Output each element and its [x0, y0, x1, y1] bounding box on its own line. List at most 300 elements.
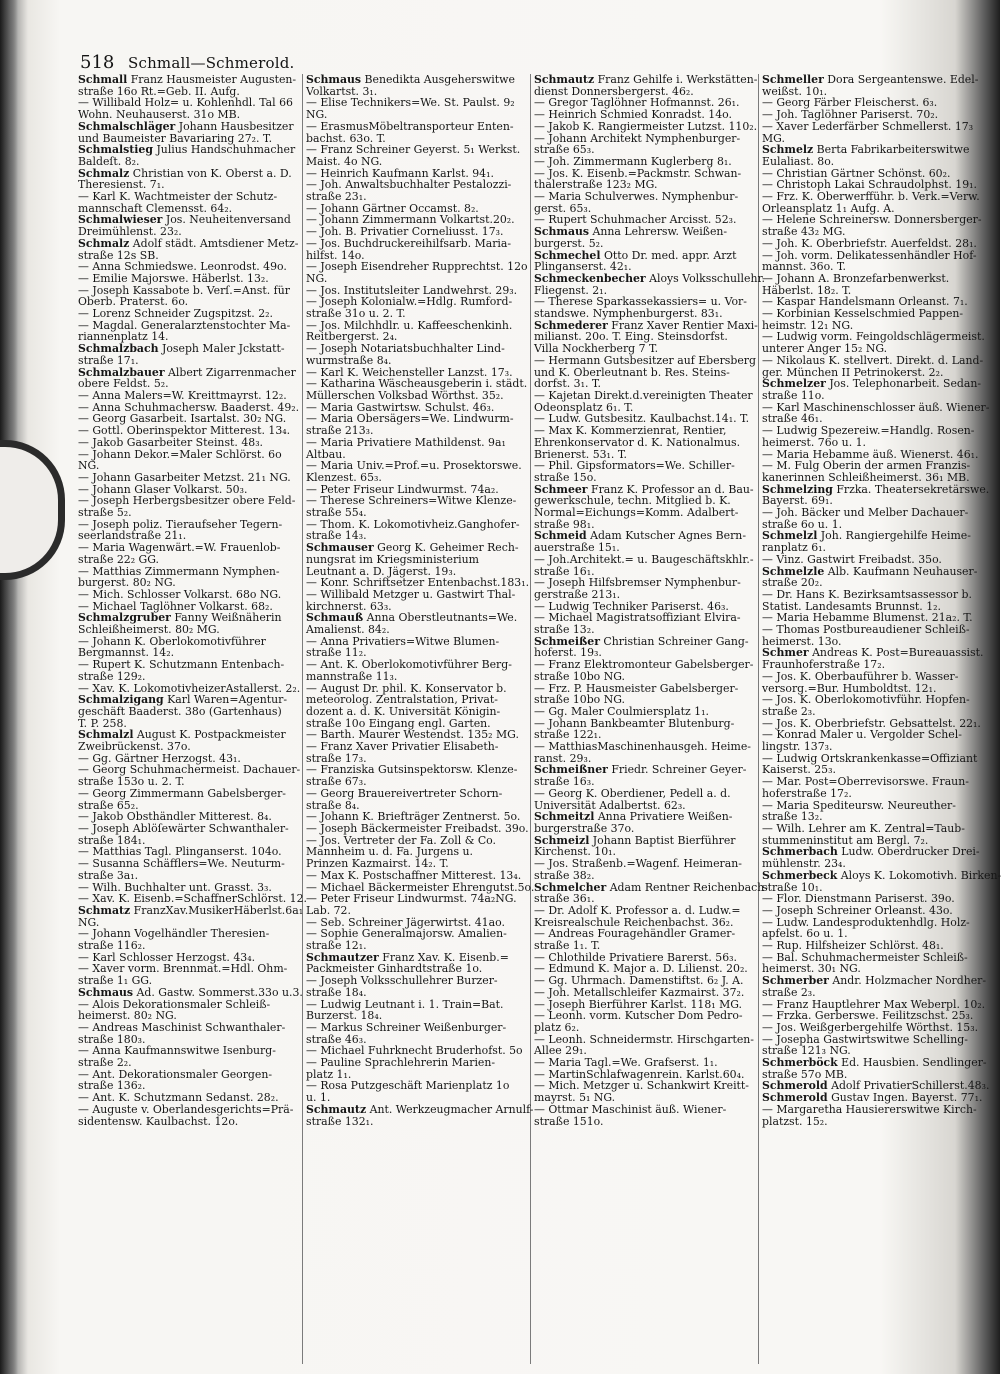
entry-text: — Frzka. Gerberswe. Feilitzschst. 25₃.: [762, 1009, 974, 1023]
entry-text: Baldeſt. 8₂.: [78, 154, 140, 168]
entry-text: Dreimühlenst. 23₂.: [78, 225, 182, 239]
entry-text: — Joseph Herbergsbesitzer obere Feld-: [78, 494, 296, 508]
entry-text: und K. Oberleutnant b. Res. Steins-: [534, 365, 730, 379]
entry-text: mannschaft Clemensst. 64₂.: [78, 201, 233, 215]
entry-text: — Frz. P. Hausmeister Gabelsberger-: [534, 681, 739, 695]
entry-text: — Kaspar Handelsmann Orleanst. 7₁.: [762, 295, 968, 309]
entry-text: — Sophie Generalmajorsw. Amalien-: [306, 927, 507, 941]
entry-text: — Therese Sparkassekassiers= u. Vor-: [534, 295, 747, 309]
entry-text: NG.: [78, 915, 100, 929]
entry-text: Plinganserst. 42₁.: [534, 260, 632, 274]
entry-text: und Baumeister Bavariaring 27₂. T.: [78, 131, 273, 145]
entry-text: straße 213₃.: [306, 424, 374, 438]
entry-text: platz 1₁.: [306, 1067, 352, 1081]
surname: Schmauß: [306, 611, 364, 625]
entry-text: straße 67₃.: [306, 775, 367, 789]
surname: Schmeer: [534, 482, 588, 496]
entry-text: Adolf städt. Amtsdiener Metz-: [129, 236, 299, 250]
surname: Schmeißer: [534, 634, 600, 648]
entry-text: Adam Rentner Reichenbach-: [606, 880, 768, 894]
entry-text: — Joseph Kolonialw.=Hdlg. Rumford-: [306, 295, 513, 309]
directory-entry-line: [762, 121, 980, 133]
surname: Schmautzer: [306, 950, 379, 964]
entry-text: milianst. 20o. T. Eing. Steinsdorfst.: [534, 330, 728, 344]
surname: Schmauser: [306, 541, 374, 555]
entry-text: kanerinnen Schleißheimerst. 36₁ MB.: [762, 470, 970, 484]
entry-text: — Ant. Dekorationsmaler Georgen-: [78, 1067, 273, 1081]
entry-text: — Joh.Architekt.= u. Baugeschäftskhlr.-: [534, 552, 754, 566]
surname: Schmalzigang: [78, 693, 164, 707]
entry-text: — Joseph Bäckermeister Freibadst. 39o.: [306, 822, 529, 835]
entry-text: straße 151o.: [534, 1114, 604, 1128]
entry-text: straße 16₁.: [534, 564, 595, 578]
entry-text: — Joh. Metallschleifer Kazmairst. 37₂.: [534, 985, 745, 999]
entry-text: Adolf PrivatierSchillerst.48₃.: [827, 1079, 990, 1093]
entry-text: Frzka. Theatersekretärswe.: [832, 482, 990, 496]
entry-text: — Peter Friseur Lindwurmst. 74a₂.: [306, 482, 499, 496]
entry-text: platz 6₂.: [534, 1020, 580, 1034]
entry-text: Häberlst. 18₂. T.: [762, 283, 852, 297]
entry-text: straße 2₃.: [762, 985, 816, 999]
entry-text: — Georg K. Oberdiener, Pedell a. d.: [534, 786, 731, 800]
page-number: 518: [80, 52, 115, 73]
entry-text: Andr. Holzmacher Nordher-: [828, 974, 987, 988]
entry-text: — Karl K. Wachtmeister der Schutz-: [78, 190, 278, 204]
entry-text: — Maria Gastwirtsw. Schulst. 46₃.: [306, 400, 495, 414]
entry-text: — Nikolaus K. stellvert. Direkt. d. Land-: [762, 353, 984, 367]
entry-text: dozent a. d. K. Universität Königin-: [306, 704, 501, 718]
entry-text: — Maria Univ.=Prof.=u. Prosektorswe.: [306, 459, 522, 473]
entry-text: — Thom. K. Lokomotivheiz.Ganghofer-: [306, 517, 520, 531]
entry-text: sidentensw. Kaulbachst. 12o.: [78, 1114, 239, 1128]
surname: Schmeller: [762, 73, 824, 86]
entry-text: Universität Adalbertst. 62₃.: [534, 798, 686, 812]
entry-text: — Konrad Maler u. Vergolder Schel-: [762, 728, 962, 742]
entry-text: Albert Zigarrenmacher: [164, 365, 296, 379]
entry-text: — Auguste v. Oberlandesgerichts=Prä-: [78, 1102, 294, 1116]
entry-text: — Joseph Bierführer Karlst. 118₁ MG.: [534, 997, 743, 1011]
entry-text: Müllerschen Volksbad Wörthst. 35₂.: [306, 388, 504, 402]
entry-text: — Rupert Schuhmacher Arcisst. 52₃.: [534, 213, 737, 227]
entry-text: — Georg Färber Fleischerst. 6₃.: [762, 96, 938, 110]
entry-text: — Barth. Maurer Westendst. 135₂ MG.: [306, 728, 519, 742]
entry-text: — Lorenz Schneider Zugspitzst. 2₂.: [78, 307, 273, 321]
entry-text: mannstraße 11₃.: [306, 669, 398, 683]
entry-text: Julius Handschuhmacher: [152, 143, 296, 157]
entry-text: — Ant. K. Schutzmann Sedanst. 28₂.: [78, 1091, 279, 1105]
surname: Schmelzer: [762, 377, 826, 391]
entry-text: — Rupert K. Schutzmann Entenbach-: [78, 658, 285, 672]
entry-text: riannenplatz 14.: [78, 330, 169, 344]
entry-text: straße 1₁ GG.: [78, 974, 153, 988]
entry-text: Franz Hausmeister Augusten-: [127, 73, 297, 86]
entry-text: Gustav Ingen. Bayerst. 77₁.: [827, 1091, 983, 1105]
entry-text: straße 13₂.: [534, 623, 595, 637]
entry-text: — Jakob Obsthändler Mitterest. 8₄.: [78, 810, 272, 824]
surname: Schmalstieg: [78, 143, 153, 157]
entry-text: — Willibald Holz= u. Kohlenhdl. Tal 66: [78, 96, 293, 110]
entry-text: Anna Oberstleutnants=We.: [363, 611, 518, 625]
surname: Schmeckenbecher: [534, 271, 646, 285]
entry-text: — Mich. Metzger u. Schankwirt Kreitt-: [534, 1079, 749, 1093]
entry-text: ger. München II Petrinokerst. 2₂.: [762, 365, 944, 379]
entry-text: straße 121₃ NG.: [762, 1044, 851, 1058]
entry-text: August K. Postpackmeister: [133, 728, 286, 742]
entry-text: — Jakob Gasarbeiter Steinst. 48₃.: [78, 435, 264, 449]
entry-text: straße 31o u. 2. T.: [306, 307, 406, 321]
entry-text: — Jos. K. Oberlokomotivführ. Hopfen-: [762, 693, 970, 707]
surname: Schmalzbauer: [78, 365, 165, 379]
entry-text: Dora Sergeantenswe. Edel-: [823, 73, 979, 86]
entry-text: — MatthiasMaschinenhausgeh. Heime-: [534, 740, 751, 754]
entry-text: — Ludw. Gutsbesitz. Kaulbachst.14₁. T.: [534, 412, 750, 426]
directory-entry-head: [78, 903, 304, 917]
entry-text: — Michael Fuhrknecht Bruderhofst. 5o: [306, 1044, 523, 1058]
entry-text: — Georg Zimmermann Gabelsberger-: [78, 786, 286, 800]
entry-text: — Andreas Maschinist Schwanthaler-: [78, 1020, 286, 1034]
entry-text: — Joseph Hilfsbremser Nymphenbur-: [534, 576, 741, 590]
entry-text: gerst. 65₃.: [534, 201, 592, 215]
entry-text: straße 14₃.: [306, 529, 367, 543]
entry-text: — Ottmar Maschinist äuß. Wiener-: [534, 1102, 727, 1116]
entry-text: — Ludw. Landesproduktenhdlg. Holz-: [762, 915, 970, 929]
entry-text: — Josepha Gastwirtswitwe Schelling-: [762, 1032, 968, 1046]
entry-text: Fanny Weißnäherin: [170, 611, 282, 625]
entry-text: Burzerst. 18₄.: [306, 1009, 383, 1023]
entry-text: burgerst. 80₂ NG.: [78, 576, 176, 590]
entry-text: — Franz Elektromonteur Gabelsberger-: [534, 658, 754, 672]
entry-text: — ErasmusMöbeltransporteur Enten-: [306, 119, 514, 133]
entry-text: — Jos. Institutsleiter Landwehrst. 29₃.: [306, 283, 518, 297]
entry-text: Reitbergerst. 2₄.: [306, 330, 398, 344]
entry-text: — Xav. K. Eisenb.=SchaffnerSchlörst. 12.: [78, 892, 307, 906]
entry-text: — Ludwig Ortskrankenkasse=Offiziant: [762, 751, 978, 765]
entry-text: — Mar. Post=Oberrevisorswe. Fraun-: [762, 775, 969, 789]
entry-text: NG.: [78, 459, 100, 473]
entry-text: straße 22₂ GG.: [78, 552, 160, 566]
entry-text: Fraunhoferstraße 17₂.: [762, 658, 886, 672]
entry-text: straße 13₂.: [762, 810, 823, 824]
entry-text: straße 2₂.: [78, 1056, 132, 1070]
entry-text: — Margaretha Hausiererswitwe Kirch-: [762, 1102, 977, 1116]
entry-text: straße 38₂.: [534, 868, 595, 882]
entry-text: — Hermann Gutsbesitzer auf Ebersberg: [534, 353, 756, 367]
entry-text: — Dr. Adolf K. Professor a. d. Ludw.=: [534, 903, 741, 917]
entry-text: Franz K. Professor an d. Bau-: [587, 482, 754, 496]
entry-text: — Johann Architekt Nymphenburger-: [534, 131, 741, 145]
surname: Schmalschläger: [78, 119, 176, 133]
entry-text: — Maria Spediteursw. Neureuther-: [762, 798, 956, 812]
entry-text: weißst. 10₁.: [762, 84, 828, 98]
entry-text: Klenzest. 65₃.: [306, 470, 382, 484]
entry-text: — Joseph Ablöſewärter Schwanthaler-: [78, 822, 289, 835]
entry-text: — Maria Schulverwes. Nymphenbur-: [534, 190, 739, 204]
entry-text: — Ludwig Leutnant i. 1. Train=Bat.: [306, 997, 504, 1011]
entry-text: versorg.=Bur. Humboldtst. 12₁.: [762, 681, 937, 695]
directory-entry-line: [306, 1116, 528, 1128]
entry-text: — Maria Hebamme äuß. Wienerst. 46₁.: [762, 447, 979, 461]
entry-text: T. P. 258.: [78, 716, 127, 730]
entry-text: Franz Xaver Rentier Maxi-: [607, 318, 758, 332]
entry-text: — Johann Glaser Volkarst. 50₃.: [78, 482, 248, 496]
entry-text: mayrst. 5₁ NG.: [534, 1091, 616, 1105]
entry-text: — Franz Hauptlehrer Max Weberpl. 10₂.: [762, 997, 986, 1011]
entry-text: — Gg. Uhrmach. Damenstiftst. 6₂ J. A.: [534, 974, 744, 988]
entry-text: Ehrenkonservator d. K. Nationalmus.: [534, 435, 741, 449]
surname: Schmautz: [306, 1102, 367, 1116]
entry-text: — Leonh. Schneidermstr. Hirschgarten-: [534, 1032, 754, 1046]
entry-text: Anna Privatiere Weißen-: [594, 810, 733, 824]
entry-text: — Jos. Weißgerbergehilfe Wörthst. 15₃.: [762, 1020, 979, 1034]
entry-text: stummeninstitut am Bergl. 7₂.: [762, 833, 929, 847]
entry-text: — Karl Maschinenschlosser äuß. Wiener-: [762, 400, 990, 414]
entry-text: u. 1.: [306, 1091, 331, 1105]
entry-text: — Rup. Hilfsheizer Schlörst. 48₁.: [762, 939, 944, 953]
entry-text: — MartinSchlafwagenrein. Karlst.60₄.: [534, 1067, 745, 1081]
entry-text: hilfst. 14o.: [306, 248, 365, 262]
directory-entry-line: [306, 261, 528, 273]
entry-text: straße 23₁.: [306, 190, 367, 204]
entry-text: kirchnerst. 63₃.: [306, 599, 392, 613]
entry-text: — Ludwig vorm. Feingoldschlägermeist.: [762, 330, 985, 344]
entry-text: Oberb. Praterst. 6o.: [78, 295, 189, 309]
entry-text: — Joh. vorm. Delikatessenhändler Hof-: [762, 248, 977, 262]
entry-text: — Rosa Putzgeschäft Marienplatz 1o: [306, 1079, 510, 1093]
surname: Schmalzl: [78, 728, 134, 742]
entry-text: — Thomas Postbureaudiener Schleiß-: [762, 623, 970, 637]
entry-text: Bayerst. 69₁.: [762, 494, 833, 508]
entry-text: straße 8₄.: [306, 798, 360, 812]
entry-text: — Andreas Fouragehändler Gramer-: [534, 927, 736, 941]
entry-text: MG.: [762, 131, 785, 145]
entry-text: — Joh. B. Privatier Corneliusst. 17₃.: [306, 225, 504, 239]
entry-text: thalerstraße 123₂ MG.: [534, 178, 658, 192]
entry-text: Kreisrealschule Reichenbachst. 36₂.: [534, 915, 734, 929]
entry-text: straße 16₃.: [534, 775, 595, 789]
entry-text: geschäft Baaderst. 38o (Gartenhaus): [78, 704, 282, 718]
entry-text: straße 10bo NG.: [534, 693, 625, 707]
entry-text: — Leonh. vorm. Kutscher Dom Pedro-: [534, 1009, 743, 1023]
entry-text: straße 12₁.: [306, 939, 367, 953]
entry-text: Georg K. Geheimer Rech-: [373, 541, 519, 555]
entry-text: Alb. Kaufmann Neuhauser-: [824, 564, 978, 578]
entry-text: Christian von K. Oberst a. D.: [129, 166, 292, 180]
entry-text: Allee 29₁.: [534, 1044, 587, 1058]
entry-text: — Georg Schuhmachermeist. Dachauer-: [78, 763, 301, 777]
entry-text: straße 17₁.: [78, 353, 139, 367]
entry-text: — Joseph poliz. Tieraufseher Tegern-: [78, 517, 283, 531]
entry-text: mannst. 36o. T.: [762, 260, 847, 274]
entry-text: Brienerst. 53₁. T.: [534, 447, 627, 461]
entry-text: — Maria Privatiere Mathildenst. 9a₁: [306, 435, 506, 449]
entry-text: Otto Dr. med. appr. Arzt: [600, 248, 737, 262]
entry-text: gewerkschule, techn. Mitglied b. K.: [534, 494, 731, 508]
entry-text: straße 132₁.: [306, 1114, 374, 1128]
entry-text: seerlandstraße 21₁.: [78, 529, 187, 543]
entry-text: straße 12s SB.: [78, 248, 159, 262]
surname: Schmerböck: [762, 1056, 838, 1070]
entry-text: — Anna Schmiedswe. Leonrodst. 49o.: [78, 260, 287, 274]
entry-text: straße 3a₁.: [78, 868, 139, 882]
entry-text: burgerst. 5₂.: [534, 236, 604, 250]
entry-text: — Anna Schuhmachersw. Baaderst. 49₂.: [78, 400, 300, 414]
directory-entry-line: [78, 1116, 300, 1128]
running-head: Schmall—Schmerold.: [128, 54, 295, 72]
entry-text: — Joseph Schreiner Orleanst. 43o.: [762, 903, 953, 917]
entry-text: — Anna Kaufmannswitwe Isenburg-: [78, 1044, 276, 1058]
entry-text: — Mich. Schlosser Volkarst. 68o NG.: [78, 587, 282, 601]
surname: Schmatz: [78, 903, 131, 917]
surname: Schmelzl: [762, 529, 818, 543]
entry-text: hoferstraße 17₂.: [762, 786, 852, 800]
entry-text: Volkartst. 3₁.: [306, 84, 378, 98]
entry-text: — Matthias Zimmermann Nymphen-: [78, 564, 280, 578]
entry-text: — Johann Dekor.=Maler Schlörst. 6o: [78, 447, 282, 461]
entry-text: Ant. Werkzeugmacher Arnulf-: [366, 1102, 534, 1116]
entry-text: — Helene Schreinersw. Donnersberger-: [762, 213, 982, 227]
entry-text: straße 116₂.: [78, 939, 146, 953]
surname: Schmaus: [78, 985, 134, 999]
entry-text: — Flor. Dienstmann Pariserst. 39o.: [762, 892, 955, 906]
directory-entry-line: [306, 97, 528, 109]
entry-text: — Frz. K. Oberwerfführ. b. Verk.=Verw.: [762, 190, 980, 204]
entry-text: Johann Baptist Bierführer: [589, 833, 736, 847]
entry-text: straße 46₃.: [306, 1032, 367, 1046]
directory-entry-line: [762, 1116, 980, 1128]
entry-text: — Joseph Volksschullehrer Burzer-: [306, 974, 498, 988]
entry-text: straße 11o.: [762, 388, 825, 402]
entry-text: straße 98₁.: [534, 517, 595, 531]
entry-text: straße 10o Eingang engl. Garten.: [306, 716, 491, 730]
entry-text: — Jos. Buchdruckereihilfsarb. Maria-: [306, 236, 512, 250]
entry-text: — Max K. Postschaffner Mitterest. 13₄.: [306, 868, 522, 882]
entry-text: Kaiserst. 25₃.: [762, 763, 836, 777]
entry-text: — Elise Technikers=We. St. Paulst. 9₂: [306, 96, 515, 110]
surname: Schmeitzl: [534, 810, 595, 824]
entry-text: Wohn. Neuhauserst. 31o MB.: [78, 108, 241, 122]
entry-text: straße 10bo NG.: [534, 669, 625, 683]
entry-text: — Vinz. Gastwirt Freibadst. 35o.: [762, 552, 942, 566]
entry-text: lingstr. 137₃.: [762, 740, 833, 754]
entry-text: Kirchenst. 10₁.: [534, 845, 616, 859]
entry-text: — Franz Xaver Privatier Elisabeth-: [306, 740, 499, 754]
entry-text: straße 18₄.: [306, 985, 367, 999]
entry-text: — Pauline Sprachlehrerin Marien-: [306, 1056, 496, 1070]
entry-text: — Christian Gärtner Schönst. 60₂.: [762, 166, 951, 180]
entry-text: — Korbinian Kesselschmied Pappen-: [762, 307, 964, 321]
entry-text: straße 10₁.: [762, 880, 823, 894]
entry-text: — Maria Obersägers=We. Lindwurm-: [306, 412, 514, 426]
entry-text: — Georg Gasarbeit. Isartalst. 30₂ NG.: [78, 412, 287, 426]
entry-text: — Kajetan Direkt.d.vereinigten Theater: [534, 388, 753, 402]
entry-text: — Jos. Straßenb.=Wagenf. Heimeran-: [534, 857, 742, 871]
entry-text: hoferst. 19₃.: [534, 646, 602, 660]
entry-text: Packmeister Ginhardtstraße 1o.: [306, 962, 483, 976]
entry-text: Ludw. Oberdrucker Drei-: [837, 845, 980, 859]
column-divider: [758, 74, 759, 1364]
entry-text: — Michael Taglöhner Volkarst. 68₂.: [78, 599, 273, 613]
entry-text: Statist. Landesamts Brunnst. 1₂.: [762, 599, 941, 613]
entry-text: heimerst. 76o u. 1.: [762, 435, 867, 449]
surname: Schmaus: [534, 225, 590, 239]
entry-text: straße 17₃.: [306, 751, 367, 765]
entry-text: — Joseph Notariatsbuchhalter Lind-: [306, 342, 505, 356]
entry-text: Jos. Telephonarbeit. Sedan-: [825, 377, 982, 391]
entry-text: Karl Waren=Agentur-: [163, 693, 288, 707]
entry-text: heimerst. 13o.: [762, 634, 842, 648]
entry-text: — Joseph Kassabote b. Verſ.=Anst. für: [78, 283, 290, 297]
entry-text: — Karl Schlosser Herzogst. 43₄.: [78, 950, 256, 964]
entry-text: — Therese Schreiners=Witwe Klenze-: [306, 494, 517, 508]
entry-text: Christian Schreiner Gang-: [599, 634, 749, 648]
surname: Schmelcher: [534, 880, 607, 894]
entry-text: — Johann Gärtner Occamst. 8₂.: [306, 201, 479, 215]
surname: Schmelzle: [762, 564, 825, 578]
entry-text: gerstraße 213₁.: [534, 587, 621, 601]
entry-text: Amalienst. 84₂.: [306, 623, 390, 637]
entry-text: — Edmund K. Major a. D. Lilienst. 20₂.: [534, 962, 748, 976]
entry-text: heimerst. 80₂ NG.: [78, 1009, 177, 1023]
entry-text: straße 122₁.: [534, 728, 602, 742]
entry-text: straße 2₃.: [762, 704, 816, 718]
entry-text: Andreas K. Post=Bureauassist.: [808, 646, 984, 660]
entry-text: — Wilh. Buchhalter unt. Grasst. 3₃.: [78, 880, 272, 894]
entry-text: — Michael Magistratsoffiziant Elvira-: [534, 611, 741, 625]
entry-text: — Georg Brauereivertreter Schorn-: [306, 786, 503, 800]
entry-text: — M. Fulg Oberin der armen Franzis-: [762, 459, 971, 473]
entry-text: FranzXav.MusikerHäberlst.6a₁: [130, 903, 304, 917]
entry-text: straße 20₂.: [762, 576, 823, 590]
entry-text: Aloys K. Lokomotivh. Birken-: [837, 868, 1001, 882]
entry-text: — Xaver Lederfärber Schmellerst. 17₃: [762, 119, 974, 133]
surname: Schmerber: [762, 974, 829, 988]
entry-text: — Gg. Gärtner Herzogst. 43₁.: [78, 751, 241, 765]
entry-text: — Johann Bankbeamter Blutenburg-: [534, 716, 735, 730]
entry-text: ranst. 29₃.: [534, 751, 592, 765]
entry-text: straße 136₂.: [78, 1079, 146, 1093]
entry-text: — Joseph Eisendreher Rupprechtst. 12o: [306, 260, 528, 274]
entry-text: — Joh. K. Oberbriefstr. Auerfeldst. 28₁.: [762, 236, 977, 250]
entry-text: — Ludwig Techniker Pariserst. 46₃.: [534, 599, 729, 613]
directory-column-2: [306, 73, 535, 1364]
entry-text: Zweibrückenst. 37o.: [78, 740, 191, 754]
entry-text: straße 43₂ MG.: [762, 225, 846, 239]
entry-text: — Anna Privatiers=Witwe Blumen-: [306, 634, 500, 648]
entry-text: straße 16o Rt.=Geb. II. Aufg.: [78, 84, 240, 98]
entry-text: Franz Gehilfe i. Werkstätten-: [594, 73, 758, 86]
entry-text: obere Feldst. 5₂.: [78, 377, 169, 391]
surname: Schmalzgruber: [78, 611, 171, 625]
entry-text: Jos. Neuheitenversand: [162, 213, 291, 227]
entry-text: straße 184₁.: [78, 833, 146, 847]
surname: Schmeißner: [534, 763, 608, 777]
entry-text: straße 153o u. 2. T.: [78, 775, 185, 789]
entry-text: Bergmannst. 14₂.: [78, 646, 175, 660]
entry-text: dorfst. 3₁. T.: [534, 377, 601, 391]
entry-text: bachst. 63o. T.: [306, 131, 386, 145]
entry-text: Maist. 4o NG.: [306, 154, 383, 168]
entry-text: — Anna Malers=W. Kreittmayrst. 12₂.: [78, 388, 287, 402]
entry-text: — Jos. K. Oberbauführer b. Wasser-: [762, 669, 959, 683]
entry-text: apfelst. 6o u. 1.: [762, 927, 848, 941]
surname: Schmeid: [534, 529, 587, 543]
directory-entry-line: [534, 1116, 756, 1128]
entry-text: Franz Xav. K. Eisenb.=: [378, 950, 509, 964]
entry-text: — Ludwig Spezereiw.=Handlg. Rosen-: [762, 424, 975, 438]
entry-text: burgerstraße 37o.: [534, 822, 635, 835]
entry-text: Villa Nockherberg 7 T.: [534, 342, 659, 356]
entry-text: straße 46₁.: [762, 412, 823, 426]
